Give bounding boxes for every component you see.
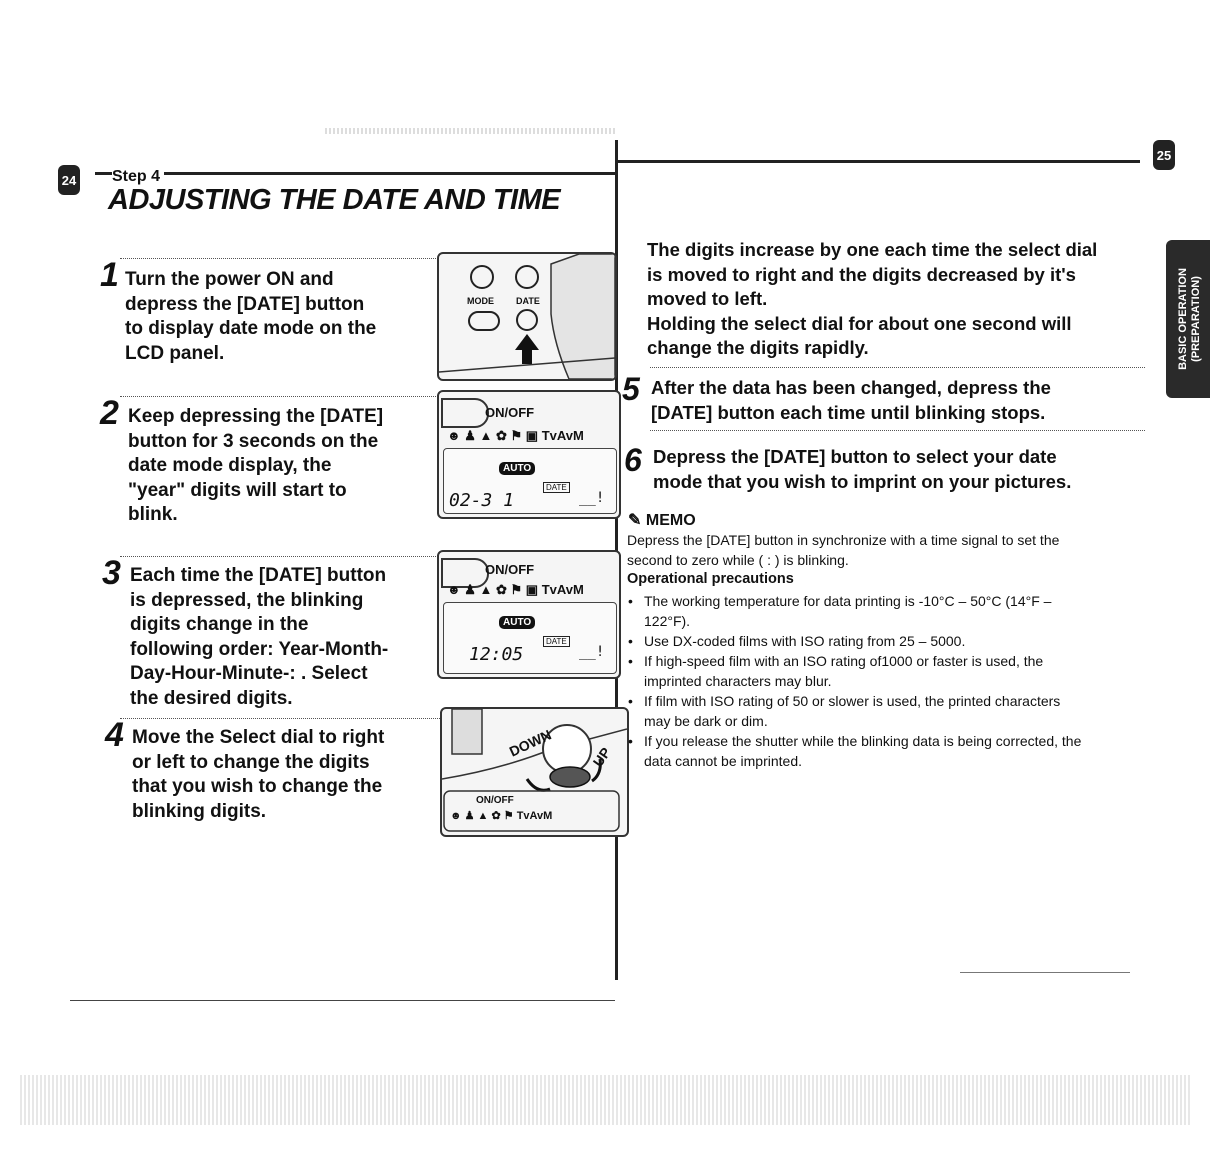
precautions-list [628,591,1158,771]
text-line: is depressed, the blinking [130,589,364,611]
bullet-icon: • [628,693,633,709]
lcd-year-figure [437,390,621,519]
exposure-modes: TvAvM [541,582,584,597]
intro-paragraph [647,238,1097,361]
step-text [128,405,383,528]
onoff-switch-icon [441,398,489,428]
separator [120,718,440,719]
text-line: Move the Select dial to right [132,727,385,748]
text-line: digits change in the [130,614,309,635]
onoff-label: ON/OFF [485,562,535,577]
bullet-icon: • [628,733,633,749]
separator [120,556,440,557]
text-line: imprinted characters may blur. [644,673,832,689]
text-line: change the digits rapidly. [647,337,869,358]
text-line: If high-speed film with an ISO rating of1000 or faster is used, the [644,653,1044,669]
precaution-item [628,631,1158,651]
page-number-left: 24 [58,165,80,195]
text-line: Use DX-coded films with ISO rating from 25 – 5000. [644,633,966,649]
text-line: button for 3 seconds on the [128,430,379,452]
date-badge: DATE [543,636,570,647]
side-tab [1166,240,1210,398]
step-number: 4 [105,716,124,754]
lcd-digits: 12:05 [469,644,524,665]
step-text [651,376,1051,425]
text-line: "year" digits will start to [128,479,347,501]
text-line: 122°F). [644,613,691,629]
step-number: 3 [102,554,121,592]
camera-top-illustration [439,254,615,379]
page-title: ADJUSTING THE DATE AND TIME [108,184,561,216]
text-line: that you wish to change the [132,776,383,797]
separator [650,430,1145,431]
text-line: data cannot be imprinted. [644,753,802,769]
separator [120,258,440,259]
text-line: is moved to right and the digits decreased by it's [647,263,1076,285]
camera-buttons-figure [437,252,617,381]
text-line: The working temperature for data printing is -10°C – 50°C (14°F – [644,593,1052,609]
auto-flash-badge: AUTO [499,616,535,629]
memo-pencil-icon: ✎ [628,512,642,529]
text-line: following order: Year-Month- [130,638,389,660]
precaution-item [628,651,1158,691]
step-number: 1 [100,256,119,294]
mode-icons: ☻ ♟ ▲ ✿ ⚑ ▣ TvAvM [447,582,584,597]
date-badge: DATE [543,482,570,493]
lcd-time-figure [437,550,621,679]
precaution-item [628,591,1158,631]
footer-rule-right [960,972,1130,973]
down-label: DOWN [506,726,554,760]
step-text [132,726,384,824]
side-tab-text [1177,268,1203,370]
date-button-label: DATE [516,296,540,306]
exposure-modes: TvAvM [516,810,553,822]
text-line: Keep depressing the [DATE] [128,406,384,427]
memo-heading [628,510,696,530]
scan-noise-top [325,128,615,134]
step-text [653,445,1071,494]
step-number: 5 [622,371,640,407]
text-line: The digits increase by one each time the select dial [647,239,1098,260]
text-line: mode that you wish to imprint on your pictures. [653,470,1072,492]
scan-noise-bottom [20,1075,1190,1125]
mode-icons: ☻ ♟ ▲ ✿ ⚑ TvAvM [450,810,553,822]
separator [120,396,440,397]
text-line: Holding the select dial for about one second will [647,312,1072,334]
auto-flash-badge: AUTO [499,462,535,475]
step-label: Step 4 [112,168,164,186]
footer-rule-left [70,1000,615,1001]
text-line: may be dark or dim. [644,713,768,729]
separator [650,367,1145,368]
text-line: blink. [128,504,178,525]
text-line: blinking digits. [132,800,267,822]
bullet-icon: • [628,593,633,609]
text-line: If you release the shutter while the blinking data is being corrected, the [644,733,1082,749]
mode-button-label: MODE [467,296,494,306]
exposure-modes: TvAvM [541,428,584,443]
text-line: date mode display, the [128,455,332,476]
bullet-icon: • [628,653,633,669]
mode-icons: ☻ ♟ ▲ ✿ ⚑ ▣ TvAvM [447,428,584,443]
text-line: Turn the power ON and [125,269,334,290]
onoff-label: ON/OFF [485,405,535,420]
text-line: or left to change the digits [132,751,370,773]
precaution-item [628,731,1158,771]
memo-text [627,530,1059,570]
text-line: Day-Hour-Minute-: . Select [130,663,368,684]
select-dial-figure [440,707,629,837]
frame-counter: __! [579,490,605,506]
text-line: If film with ISO rating of 50 or slower is used, the printed characters [644,693,1061,709]
text-line: LCD panel. [125,342,225,364]
precautions-heading: Operational precautions [627,571,794,587]
side-tab-line: (PREPARATION) [1190,276,1202,362]
step-text [130,564,388,711]
text-line: moved to left. [647,288,768,309]
header-rule-left [95,172,615,175]
text-line: depress the [DATE] button [125,293,365,315]
text-line: [DATE] button each time until blinking stops. [651,401,1046,423]
text-line: second to zero while ( : ) is blinking. [627,552,849,568]
text-line: Depress the [DATE] button in synchronize with a time signal to set the [627,532,1060,548]
onoff-label: ON/OFF [476,795,514,806]
header-rule-right [618,160,1140,163]
text-line: Each time the [DATE] button [130,565,387,586]
page-number-right: 25 [1153,140,1175,170]
step-number: 6 [624,442,642,478]
step-number: 2 [100,394,119,432]
frame-counter: __! [579,644,605,660]
lcd-digits: 02-3 1 [449,490,515,511]
up-label: UP [589,744,614,770]
bullet-icon: • [628,633,633,649]
text-line: to display date mode on the [125,318,377,339]
text-line: After the data has been changed, depress the [651,377,1051,398]
text-line: the desired digits. [130,687,293,709]
side-tab-line: BASIC OPERATION [1177,268,1189,370]
precaution-item [628,691,1158,731]
text-line: Depress the [DATE] button to select your date [653,446,1057,467]
memo-heading-text: MEMO [645,512,696,529]
step-text [125,268,376,366]
